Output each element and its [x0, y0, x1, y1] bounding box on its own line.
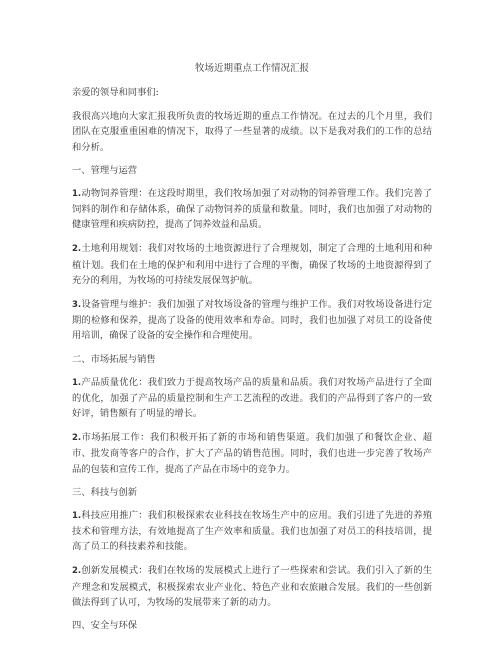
section-heading-safety: 四、安全与环保	[72, 620, 138, 632]
list-item	[72, 186, 432, 233]
list-item	[72, 241, 432, 288]
section-heading-technology: 三、科技与创新	[72, 486, 138, 498]
item-number: 1.	[72, 510, 82, 521]
item-number: 2.	[72, 244, 82, 255]
list-item	[72, 563, 432, 610]
list-item	[72, 375, 432, 422]
item-text: 产品质量优化：我们致力于提高牧场产品的质量和品质。我们对牧场产品进行了全面的优化，加强了产品的质量控制和生产工艺流程的改进。我们的产品得到了客户的一致好评，销售额有了明显的增长。	[72, 376, 432, 420]
item-number: 1.	[72, 188, 82, 199]
list-item	[72, 430, 432, 477]
item-text: 设备管理与维护：我们加强了对牧场设备的管理与维护工作。我们对牧场设备进行定期的检修和保养，提高了设备的使用效率和寿命。同时，我们也加强了对员工的设备使用培训，确保了设备的安全操作和合理使用。	[72, 299, 432, 342]
intro-paragraph: 我很高兴地向大家汇报我所负责的牧场近期的重点工作情况。在过去的几个月里，我们团队在克服重重困难的情况下，取得了一些显著的成绩。以下是我对我们的工作的总结和分析。	[72, 111, 432, 153]
item-number: 2.	[72, 566, 82, 577]
document-title: 牧场近期重点工作情况汇报	[194, 63, 309, 74]
section-heading-management: 一、管理与运营	[72, 164, 138, 176]
item-text: 动物饲养管理：在这段时期里，我们牧场加强了对动物的饲养管理工作。我们完善了饲料的制作和存储体系，确保了动物饲养的质量和数量。同时，我们也加强了对动物的健康管理和疾病防控，提高了饲养效益和品质。	[72, 187, 432, 231]
item-number: 1.	[72, 377, 82, 388]
list-item	[72, 297, 432, 344]
item-text: 土地利用规划：我们对牧场的土地资源进行了合理规划，制定了合理的土地利用和种植计划。我们在土地的保护和利用中进行了合理的平衡，确保了牧场的土地资源得到了充分的利用，为牧场的可持续发展保驾护航。	[72, 243, 432, 286]
item-text: 科技应用推广：我们积极探索农业科技在牧场生产中的应用。我们引进了先进的养殖技术和管理方法，有效地提高了生产效率和质量。我们也加强了对员工的科技培训，提高了员工的科技素养和技能。	[72, 509, 432, 553]
item-number: 3.	[72, 300, 82, 311]
list-item	[72, 508, 432, 555]
item-number: 2.	[72, 433, 82, 444]
item-text: 创新发展模式：我们在牧场的发展模式上进行了一些探索和尝试。我们引入了新的生产理念和发展模式，积极探索农业产业化、特色产业和农旅融合发展。我们的一些创新做法得到了认可，为牧场的发展带来了新的动力。	[72, 565, 432, 608]
item-text: 市场拓展工作：我们积极开拓了新的市场和销售渠道。我们加强了和餐饮企业、超市、批发商等客户的合作，扩大了产品的销售范围。同时，我们也进一步完善了牧场产品的包装和宣传工作，提高了产品在市场中的竞争力。	[72, 432, 432, 475]
greeting: 亲爱的领导和同事们:	[72, 87, 159, 98]
section-heading-market: 二、市场拓展与销售	[72, 353, 156, 365]
